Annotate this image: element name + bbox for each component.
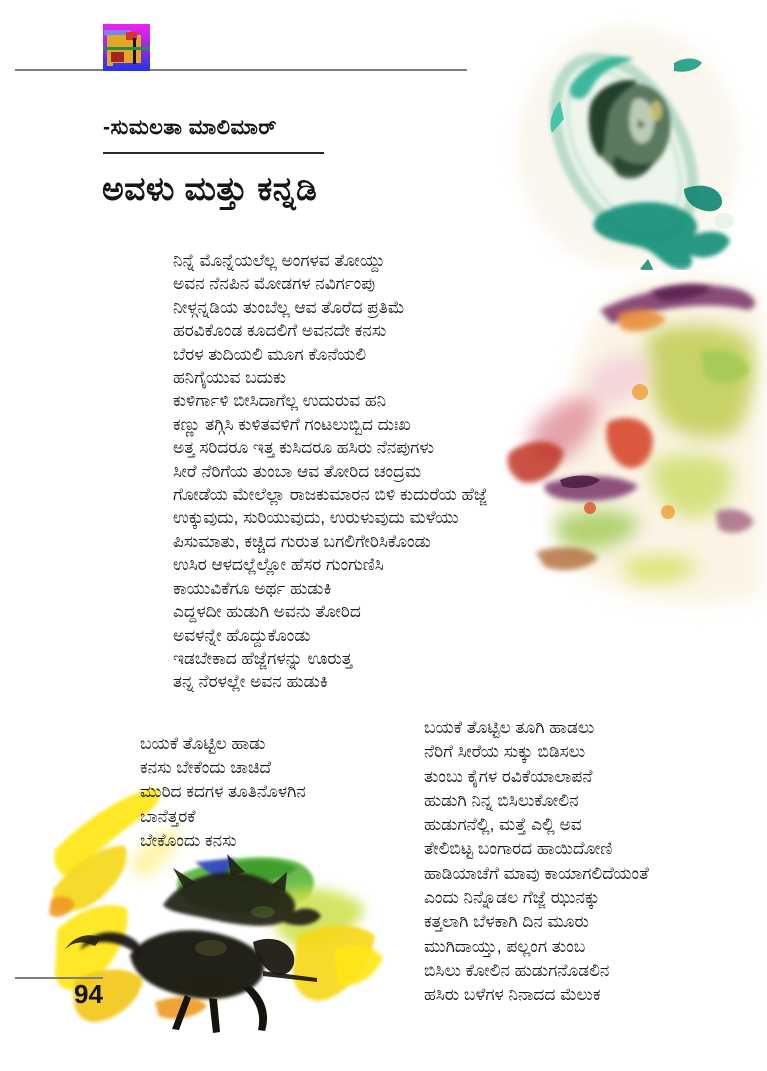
poem-line: ಅವಳನ್ನೇ ಹೊದ್ದುಕೊಂಡು — [173, 625, 311, 645]
poem-line: ಗೋಡೆಯ ಮೇಲೆಲ್ಲಾ ರಾಜಕುಮಾರನ ಬಿಳಿ ಕುದುರೆಯ ಹೆಜ್ಜೆ — [173, 485, 488, 505]
poem-line: ನೀಳ್ಗನ್ನಡಿಯ ತುಂಬೆಲ್ಲ ಆವ ತೊರೆದ ಪ್ರತಿಮೆ — [173, 297, 405, 317]
author-underline — [103, 152, 324, 154]
poem-line: ಕುಳಿರ್ಗಾಳಿ ಬೀಸಿದಾಗೆಲ್ಲ ಉದುರುವ ಹನಿ — [173, 391, 387, 411]
poem-line: ಉಸಿರ ಆಳದಲ್ಲೆಲ್ಲೋ ಹೆಸರ ಗುಂಗುಣಿಸಿ — [173, 555, 384, 575]
poem-line: ಹರವಿಕೊಂಡ ಕೂದಲಿಗೆ ಅವನದೇ ಕನಸು — [173, 321, 387, 341]
poem-line: ಇಡಬೇಕಾದ ಹೆಜ್ಜೆಗಳನ್ನು ಊರುತ್ತ — [173, 648, 353, 668]
poem-line: ಪಿಸುಮಾತು, ಕಚ್ಚಿದ ಗುರುತ ಬಗಲಿಗೇರಿಸಿಕೊಂಡು — [173, 531, 431, 551]
poem-line: ಬಯಕೆ ತೊಟ್ಟಿಲ ಹಾಡು — [140, 734, 266, 753]
poem-line: ತನ್ನ ನೆರಳಲ್ಲೇ ಅವನ ಹುಡುಕಿ — [173, 672, 328, 692]
poem-line: ಮುಗಿದಾಯ್ತು, ಪಲ್ಲಂಗ ತುಂಬ — [424, 936, 586, 956]
poem-line: ಬೆರಳ ತುದಿಯಲಿ ಮೂಗ ಕೊನೆಯಲಿ — [173, 344, 367, 364]
poem-line: ಬಿಸಿಲು ಕೋಲಿನ ಹುಡುಗನೊಡಲಿನ — [424, 960, 610, 980]
poem-line: ಹನಿಗೈಯುವ ಬದುಕು — [173, 368, 287, 388]
poem-line: ಕಣ್ಣು ತಗ್ಗಿಸಿ ಕುಳಿತವಳಿಗೆ ಗಂಟಲುಬ್ಬಿದ ದುಃಖ — [173, 414, 411, 434]
poem-line: ಬಯಕೆ ತೊಟ್ಟಿಲ ತೂಗಿ ಹಾಡಲು — [424, 718, 595, 737]
poem-line: ಹಾಡಿಯಾಚೆಗೆ ಮಾವು ಕಾಯಾಗಲಿದೆಯಂತೆ — [424, 863, 649, 883]
poem-line: ಉಕ್ಕುವುದು, ಸುರಿಯುವುದು, ಉರುಳುವುದು ಮಳೆಯು — [173, 508, 459, 528]
mirror-illustration — [488, 15, 760, 270]
poem-line: ಸೀರೆ ನೆರಿಗೆಯ ತುಂಬಾ ಆವ ತೋರಿದ ಚಂದ್ರಮ — [173, 461, 421, 481]
logo-shape — [133, 38, 136, 64]
author-name: -ಸುಮಲತಾ ಮಾಲಿಮಾರ್ — [103, 116, 277, 139]
poem-title: ಅವಳು ಮತ್ತು ಕನ್ನಡಿ — [102, 170, 318, 207]
poem-stanza-1 — [173, 249, 487, 694]
publisher-logo-icon — [103, 24, 150, 71]
poem-line: ಹುಡುಗಿ ನಿನ್ನ ಬಿಸಿಲುಕೋಲಿನ — [424, 790, 579, 810]
poem-line: ಬೇಕೊಂದು ಕನಸು — [140, 830, 237, 850]
poem-line: ಕನಸು ಬೇಕೆಂದು ಚಾಚಿದೆ — [140, 758, 272, 778]
fabric-illustration — [500, 262, 767, 637]
poem-line: ತೇಲಿಬಿಟ್ಟ ಬಂಗಾರದ ಹಾಯಿದೋಣಿ — [424, 839, 613, 859]
header-rule — [15, 69, 467, 71]
poem-line: ಅವನ ನೆನಪಿನ ಮೋಡಗಳ ನವಿರ್ಗಂಪು — [173, 274, 376, 294]
poem-stanza-2 — [140, 732, 306, 853]
poem-line: ಹಸಿರು ಬಳೆಗಳ ನಿನಾದದ ಮೆಲುಕ — [424, 985, 601, 1005]
logo-shape — [111, 52, 124, 62]
poem-line: ಎದ್ದಳದೀ ಹುಡುಗಿ ಅವನು ತೋರಿದ — [173, 602, 361, 622]
poem-line: ಮುರಿದ ಕದಗಳ ತೂತಿನೊಳಗಿನ — [140, 782, 306, 802]
poem-line: ತುಂಬು ಕೈಗಳ ರವಿಕೆಯಾಲಾಪನೆ — [424, 766, 593, 786]
logo-shape — [103, 47, 150, 50]
poem-line: ಕಾಯುವಿಕೆಗೂ ಅರ್ಥ ಹುಡುಕಿ — [173, 578, 332, 598]
poem-line: ಕತ್ತಲಾಗಿ ಬೆಳಕಾಗಿ ದಿನ ಮೂರು — [424, 912, 589, 932]
poem-line: ಅತ್ತ ಸರಿದರೂ ಇತ್ತ ಕುಸಿದರೂ ಹಸಿರು ನೆನಪುಗಳು — [173, 438, 434, 458]
poem-line: ಎಂದು ನಿನ್ನೊಡಲ ಗೆಜ್ಜೆ ಝುನಕ್ಕು — [424, 888, 600, 908]
poem-line: ನೆರಿಗೆ ಸೀರೆಯ ಸುಕ್ಕು ಬಿಡಿಸಲು — [424, 742, 586, 762]
poem-stanza-3 — [424, 716, 649, 1008]
page-number: 94 — [74, 979, 103, 1009]
poem-line: ನಿನ್ನೆ ಮೊನ್ನೆಯಲೆಲ್ಲ ಅಂಗಳವ ತೋಯ್ದು — [173, 251, 385, 270]
poem-line: ಬಾನೆತ್ತರಕೆ — [140, 806, 196, 826]
poem-line: ಹುಡುಗನೆಲ್ಲಿ, ಮತ್ತೆ ಎಲ್ಲಿ ಅವ — [424, 815, 582, 835]
